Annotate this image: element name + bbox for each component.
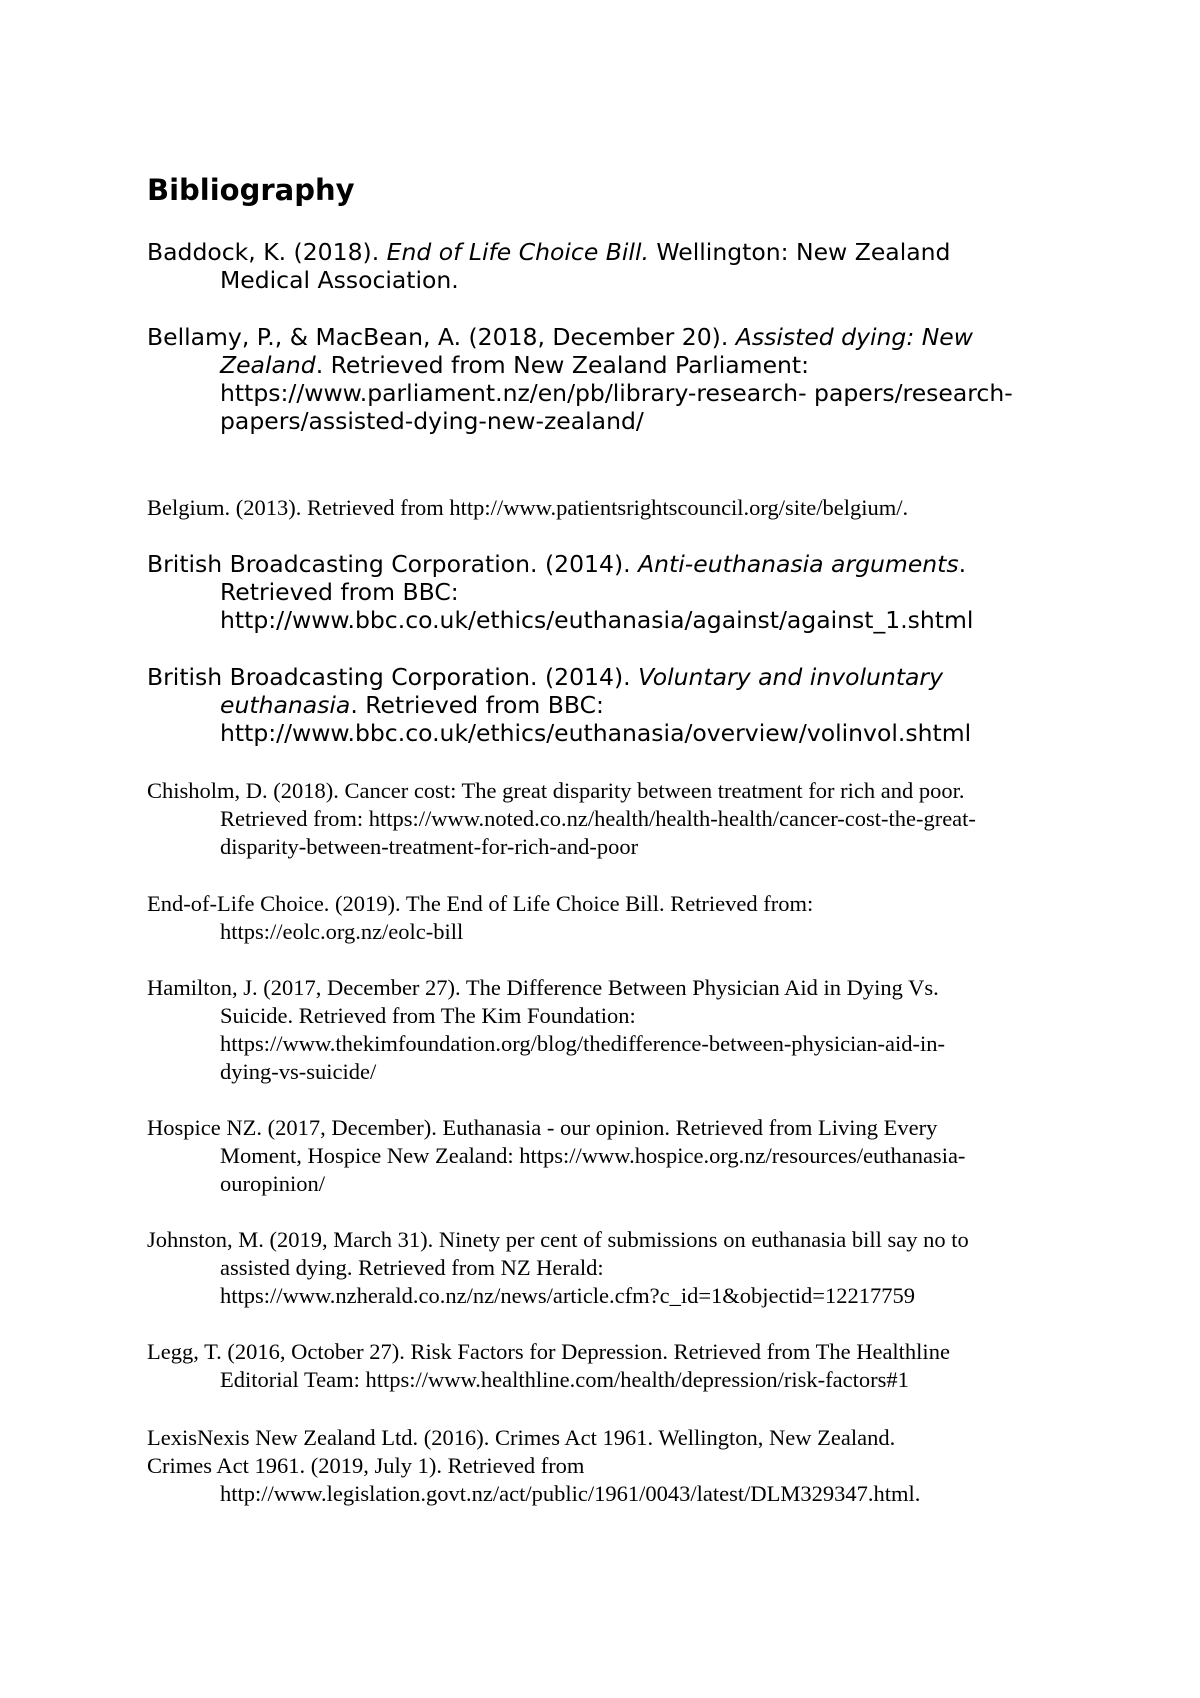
reference-baddock <box>147 238 1047 294</box>
reference-lexisnexis <box>147 1424 1047 1452</box>
reference-text: . <box>958 550 967 578</box>
reference-line <box>147 351 1047 379</box>
reference-text: . Retrieved from BBC: <box>350 691 604 719</box>
reference-text: Bellamy, P., & MacBean, A. (2018, December 20). <box>147 323 736 351</box>
reference-line: Suicide. Retrieved from The Kim Foundation: <box>220 1003 636 1028</box>
reference-line: LexisNexis New Zealand Ltd. (2016). Crimes Act 1961. Wellington, New Zealand. <box>147 1425 896 1450</box>
reference-text: . Retrieved from New Zealand Parliament: <box>315 351 810 379</box>
reference-line: Editorial Team: https://www.healthline.com/health/depression/risk-factors#1 <box>220 1367 909 1392</box>
reference-bbc-arguments <box>147 550 1047 634</box>
page-title: Bibliography <box>147 173 355 207</box>
reference-crimes-act <box>147 1452 1047 1508</box>
reference-line <box>147 550 1047 578</box>
reference-title: Voluntary and involuntary <box>638 663 944 691</box>
reference-title: End of Life Choice Bill. <box>386 238 649 266</box>
reference-legg <box>147 1338 1047 1394</box>
reference-belgium <box>147 494 1047 522</box>
reference-url: http://www.bbc.co.uk/ethics/euthanasia/overview/volinvol.shtml <box>220 719 972 747</box>
reference-url: http://www.bbc.co.uk/ethics/euthanasia/against/against_1.shtml <box>220 606 974 634</box>
reference-johnston <box>147 1226 1047 1310</box>
reference-url: papers/assisted-dying-new-zealand/ <box>220 407 644 435</box>
reference-title: euthanasia <box>220 691 351 719</box>
reference-line: assisted dying. Retrieved from NZ Herald: <box>220 1255 604 1280</box>
reference-line: Johnston, M. (2019, March 31). Ninety per cent of submissions on euthanasia bill say no to <box>147 1227 969 1252</box>
reference-url: https://www.nzherald.co.nz/nz/news/article.cfm?c_id=1&objectid=12217759 <box>220 1283 915 1308</box>
reference-line: Legg, T. (2016, October 27). Risk Factors for Depression. Retrieved from The Healthline <box>147 1339 950 1364</box>
reference-url: https://www.parliament.nz/en/pb/library-research- papers/research- <box>220 379 1013 407</box>
reference-text: Wellington: New Zealand <box>648 238 951 266</box>
reference-url: http://www.legislation.govt.nz/act/public/1961/0043/latest/DLM329347.html. <box>220 1481 921 1506</box>
reference-line <box>147 323 1047 351</box>
reference-url: disparity-between-treatment-for-rich-and-poor <box>220 834 639 859</box>
reference-bellamy <box>147 323 1047 435</box>
reference-line <box>147 663 1047 691</box>
reference-line: End-of-Life Choice. (2019). The End of Life Choice Bill. Retrieved from: <box>147 891 814 916</box>
reference-text: British Broadcasting Corporation. (2014). <box>147 550 639 578</box>
reference-line <box>147 691 1047 719</box>
reference-text: Baddock, K. (2018). <box>147 238 387 266</box>
reference-line <box>147 238 1047 266</box>
reference-line: Crimes Act 1961. (2019, July 1). Retrieved from <box>147 1453 585 1478</box>
reference-hamilton <box>147 974 1047 1086</box>
reference-line: Moment, Hospice New Zealand: https://www.hospice.org.nz/resources/euthanasia- <box>220 1143 966 1168</box>
reference-url: dying-vs-suicide/ <box>220 1059 377 1084</box>
reference-eolc <box>147 890 1047 946</box>
reference-bbc-voluntary <box>147 663 1047 747</box>
reference-line: Hamilton, J. (2017, December 27). The Difference Between Physician Aid in Dying Vs. <box>147 975 939 1000</box>
reference-text: British Broadcasting Corporation. (2014). <box>147 663 639 691</box>
reference-title: Anti-euthanasia arguments <box>638 550 959 578</box>
reference-line: Chisholm, D. (2018). Cancer cost: The great disparity between treatment for rich and poor. <box>147 778 965 803</box>
reference-line: Retrieved from BBC: <box>220 578 459 606</box>
reference-line: Hospice NZ. (2017, December). Euthanasia - our opinion. Retrieved from Living Every <box>147 1115 938 1140</box>
reference-url: ouropinion/ <box>220 1171 325 1196</box>
reference-url: https://eolc.org.nz/eolc-bill <box>220 919 464 944</box>
reference-title: Zealand <box>220 351 316 379</box>
reference-url: https://www.thekimfoundation.org/blog/thedifference-between-physician-aid-in- <box>220 1031 946 1056</box>
reference-line: Retrieved from: https://www.noted.co.nz/health/health-health/cancer-cost-the-great- <box>220 806 976 831</box>
reference-title: Assisted dying: New <box>735 323 973 351</box>
reference-line: Medical Association. <box>220 266 459 294</box>
reference-line: Belgium. (2013). Retrieved from http://www.patientsrightscouncil.org/site/belgium/. <box>147 495 909 520</box>
reference-chisholm <box>147 777 1047 861</box>
reference-hospice <box>147 1114 1047 1198</box>
